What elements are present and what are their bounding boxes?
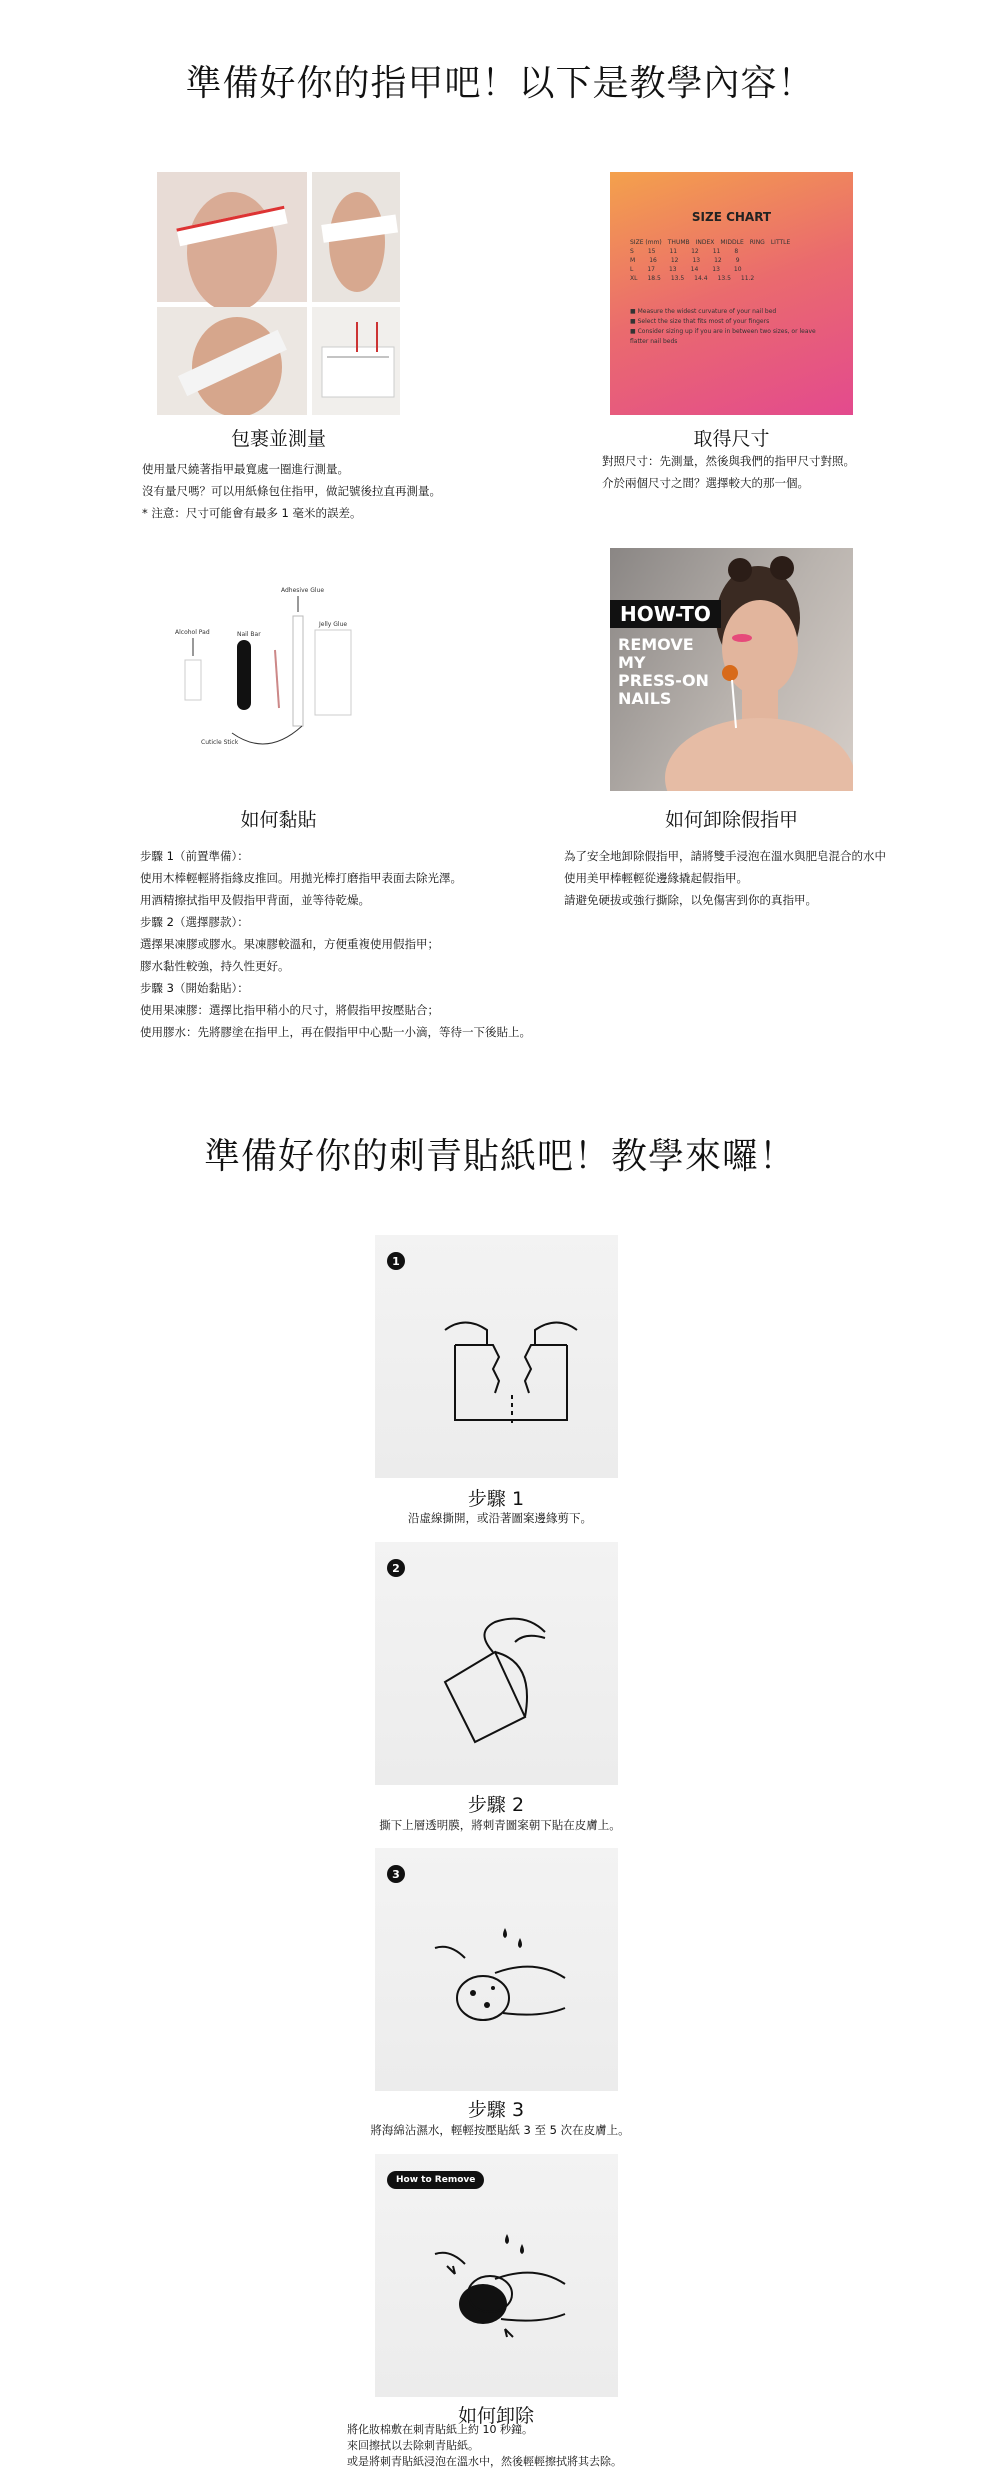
tattoo-step-1-tile — [375, 1235, 618, 1478]
nails-heading: 準備好你的指甲吧！以下是教學內容！ — [185, 63, 815, 104]
chart-cell: 9 — [735, 257, 740, 264]
chart-cell: 12 — [691, 248, 699, 255]
wipe-remove-icon — [375, 2154, 618, 2397]
remove-line: 請避免硬拔或強行撕除，以免傷害到你的真指甲。 — [564, 893, 817, 907]
apply-line: 使用膠水：先將膠塗在指甲上，再在假指甲中心點一小滴，等待一下後貼上。 — [140, 1025, 531, 1039]
peel-film-icon — [375, 1542, 618, 1785]
tattoo-remove-text — [347, 2422, 747, 2470]
chart-cell: 16 — [649, 257, 657, 264]
chart-cell: 11.2 — [740, 275, 755, 282]
chart-header-cell: MIDDLE — [720, 239, 744, 246]
measure-text — [142, 458, 542, 524]
apply-line: 使用木棒輕輕將指緣皮推回。用拋光棒打磨指甲表面去除光澤。 — [140, 871, 462, 885]
chart-cell: 10 — [733, 266, 742, 273]
apply-diagram-adhesive-label: Adhesive Glue — [281, 587, 325, 594]
remove-line: 為了安全地卸除假指甲，請將雙手浸泡在溫水與肥皂混合的水中 — [564, 849, 886, 863]
size-title: 取得尺寸 — [693, 428, 770, 450]
overlay-line: PRESS-ON — [618, 671, 709, 690]
measure-photos-image — [157, 172, 400, 415]
tattoo-remove-line: 將化妝棉敷在刺青貼紙上約 10 秒鐘。 — [347, 2423, 533, 2436]
chart-cell: 8 — [734, 248, 739, 255]
howto-tag: HOW-TO — [610, 600, 721, 628]
apply-line: 用酒精擦拭指甲及假指甲背面，並等待乾燥。 — [140, 893, 370, 907]
tattoo-step-3-tile — [375, 1848, 618, 2091]
apply-line: 膠水黏性較強，持久性更好。 — [140, 959, 290, 973]
step-badge: 3 — [387, 1865, 405, 1883]
chart-cell: 13 — [712, 266, 720, 273]
remove-nails-title: 如何卸除假指甲 — [664, 809, 798, 831]
chart-cell: 13 — [668, 266, 677, 273]
apply-diagram-cuticle-label: Cuticle Stick — [201, 739, 239, 746]
measure-line: 沒有量尺嗎？可以用紙條包住指甲，做記號後拉直再測量。 — [142, 484, 441, 498]
tattoo-step-1-desc: 沿虛線撕開，或沿著圖案邊緣剪下。 — [408, 1511, 592, 1525]
tattoo-step-1-title: 步驟 1 — [467, 1488, 525, 1510]
tear-package-icon — [375, 1235, 618, 1478]
chart-cell: M — [630, 257, 636, 264]
chart-cell: 13.5 — [670, 275, 685, 282]
measure-line: * 注意：尺寸可能會有最多 1 毫米的誤差。 — [142, 506, 362, 520]
apply-line: 步驟 2（選擇膠款）： — [140, 915, 249, 929]
overlay-line: REMOVE — [618, 635, 694, 654]
apply-line: 選擇果凍膠或膠水。果凍膠較溫和，方便重複使用假指甲； — [140, 937, 439, 951]
tattoo-heading: 準備好你的刺青貼紙吧！教學來囉！ — [203, 1136, 796, 1177]
apply-kit-image — [157, 548, 400, 791]
apply-title: 如何黏貼 — [240, 809, 317, 831]
chart-cell: 13.5 — [717, 275, 731, 282]
chart-cell: XL — [630, 275, 638, 282]
how-to-remove-pill: How to Remove — [387, 2171, 484, 2189]
chart-cell: 11 — [669, 248, 678, 255]
size-chart-note: ■ Measure the widest curvature of your nail bed — [630, 308, 777, 315]
step-badge: 2 — [387, 1559, 405, 1577]
chart-cell: 14 — [690, 266, 699, 273]
apply-kit-diagram — [157, 548, 400, 791]
chart-cell: 11 — [712, 248, 721, 255]
chart-cell: 12 — [670, 257, 679, 264]
overlay-line: MY — [618, 653, 646, 672]
chart-cell: L — [630, 266, 634, 273]
measure-line: 使用量尺繞著指甲最寬處一圈進行測量。 — [142, 462, 349, 476]
chart-header-cell: LITTLE — [770, 239, 791, 246]
chart-header-cell: THUMB — [667, 239, 690, 246]
size-text — [602, 450, 962, 494]
size-chart-title: SIZE CHART — [691, 210, 772, 224]
apply-line: 使用果凍膠：選擇比指甲稍小的尺寸，將假指甲按壓貼合； — [140, 1003, 439, 1017]
apply-diagram-alcohol-label: Alcohol Pad — [175, 629, 210, 636]
size-chart-table — [630, 238, 830, 283]
howto-overlay-text — [618, 636, 709, 708]
tattoo-step-2-title: 步驟 2 — [467, 1794, 525, 1816]
chart-header-cell: INDEX — [695, 239, 715, 246]
tattoo-remove-line: 來回擦拭以去除刺青貼紙。 — [347, 2439, 479, 2452]
apply-diagram-nailbar-label: Nail Bar — [237, 631, 261, 638]
size-line: 介於兩個尺寸之間？選擇較大的那一個。 — [602, 476, 809, 490]
tattoo-remove-line: 或是將刺青貼紙浸泡在溫水中，然後輕輕擦拭將其去除。 — [347, 2455, 622, 2468]
tattoo-step-3-desc: 將海綿沾濕水，輕輕按壓貼紙 3 至 5 次在皮膚上。 — [370, 2123, 630, 2137]
tattoo-step-3-title: 步驟 3 — [467, 2099, 525, 2121]
chart-cell: 17 — [647, 266, 655, 273]
chart-cell: 13 — [692, 257, 701, 264]
removal-photo — [610, 548, 853, 791]
apply-line: 步驟 3（開始黏貼）： — [140, 981, 249, 995]
chart-cell: 14.4 — [694, 275, 708, 282]
measure-photo-collage — [157, 172, 400, 415]
tattoo-remove-tile — [375, 2154, 618, 2397]
measure-title: 包裹並測量 — [230, 428, 326, 450]
size-chart-notes — [630, 307, 835, 347]
tattoo-step-2-desc: 撕下上層透明膜，將刺青圖案朝下貼在皮膚上。 — [379, 1818, 621, 1832]
size-chart-note: ■ Consider sizing up if you are in between two sizes, or leave flatter nail beds — [630, 328, 816, 345]
wet-sponge-icon — [375, 1848, 618, 2091]
size-chart-card — [610, 172, 853, 415]
chart-cell: S — [630, 248, 634, 255]
chart-cell: 18.5 — [647, 275, 661, 282]
apply-text — [140, 845, 610, 1043]
chart-header-cell: SIZE (mm) — [630, 239, 662, 246]
remove-line: 使用美甲棒輕輕從邊緣撬起假指甲。 — [564, 871, 748, 885]
apply-line: 步驟 1（前置準備）： — [140, 849, 249, 863]
chart-header-cell: RING — [749, 239, 765, 246]
size-line: 對照尺寸：先測量，然後與我們的指甲尺寸對照。 — [602, 454, 855, 468]
tattoo-remove-title: 如何卸除 — [457, 2405, 534, 2427]
remove-nails-text — [564, 845, 984, 911]
apply-diagram-jelly-label: Jelly Glue — [319, 621, 348, 628]
step-badge: 1 — [387, 1252, 405, 1270]
overlay-line: NAILS — [618, 689, 672, 708]
tattoo-step-2-tile — [375, 1542, 618, 1785]
chart-cell: 12 — [714, 257, 722, 264]
size-chart-note: ■ Select the size that fits most of your fingers — [630, 318, 770, 325]
chart-cell: 15 — [647, 248, 656, 255]
